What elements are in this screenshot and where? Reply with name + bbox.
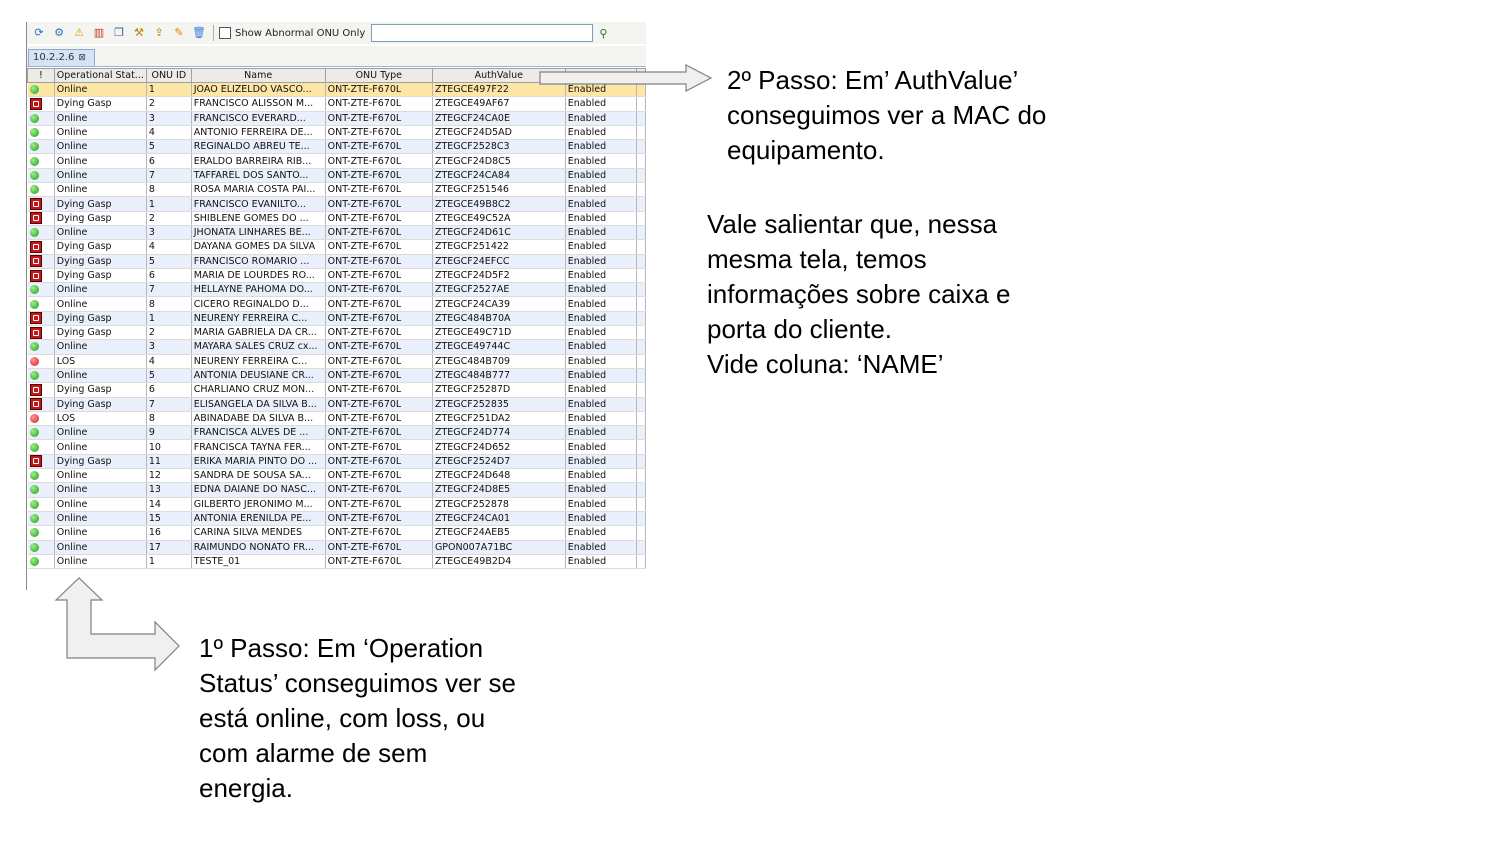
onu-id-cell: 7 bbox=[146, 283, 191, 297]
name-cell: ERALDO BARREIRA RIB... bbox=[191, 154, 325, 168]
name-cell: MARIA GABRIELA DA CR... bbox=[191, 326, 325, 340]
name-cell: JOAO ELIZELDO VASCO... bbox=[191, 83, 325, 97]
operational-status-cell: Online bbox=[54, 554, 146, 568]
operational-status-cell: LOS bbox=[54, 354, 146, 368]
authvalue-cell: ZTEGCF24D652 bbox=[432, 440, 565, 454]
annotation-line: conseguimos ver a MAC do bbox=[727, 100, 1047, 130]
state-cell: Enabled bbox=[565, 154, 636, 168]
state-cell: Enabled bbox=[565, 140, 636, 154]
state-cell: Enabled bbox=[565, 268, 636, 282]
state-cell: Enabled bbox=[565, 383, 636, 397]
onu-type-cell: ONT-ZTE-F670L bbox=[325, 254, 432, 268]
annotation-line: 1º Passo: Em ‘Operation bbox=[199, 633, 484, 663]
name-cell: MARIA DE LOURDES RO... bbox=[191, 268, 325, 282]
operational-status-cell: Online bbox=[54, 469, 146, 483]
state-cell: Enabled bbox=[565, 283, 636, 297]
authvalue-cell: ZTEGCF24D8C5 bbox=[432, 154, 565, 168]
arrow-to-authvalue bbox=[540, 65, 711, 91]
onu-type-cell: ONT-ZTE-F670L bbox=[325, 168, 432, 182]
operational-status-cell: Online bbox=[54, 297, 146, 311]
authvalue-cell: ZTEGCF24CA0E bbox=[432, 111, 565, 125]
name-cell: ABINADABE DA SILVA B... bbox=[191, 411, 325, 425]
operational-status-cell: Online bbox=[54, 497, 146, 511]
name-cell: SHIBLENE GOMES DO ... bbox=[191, 211, 325, 225]
state-cell: Enabled bbox=[565, 183, 636, 197]
authvalue-cell: ZTEGCE49744C bbox=[432, 340, 565, 354]
name-cell: EDNA DAIANE DO NASC... bbox=[191, 483, 325, 497]
name-cell: FRANCISCA TAYNA FER... bbox=[191, 440, 325, 454]
annotation-step-1 bbox=[199, 631, 579, 806]
onu-id-cell: 8 bbox=[146, 297, 191, 311]
name-cell: HELLAYNE PAHOMA DO... bbox=[191, 283, 325, 297]
state-cell: Enabled bbox=[565, 125, 636, 139]
name-cell: ERIKA MARIA PINTO DO ... bbox=[191, 454, 325, 468]
name-cell: ANTONIA DEUSIANE CR... bbox=[191, 368, 325, 382]
onu-id-cell: 1 bbox=[146, 83, 191, 97]
state-cell: Enabled bbox=[565, 168, 636, 182]
authvalue-cell: ZTEGCE49AF67 bbox=[432, 97, 565, 111]
name-cell: ANTONIA ERENILDA PE... bbox=[191, 511, 325, 525]
operational-status-cell: Online bbox=[54, 483, 146, 497]
onu-id-cell: 1 bbox=[146, 197, 191, 211]
name-cell: GILBERTO JERONIMO M... bbox=[191, 497, 325, 511]
onu-id-cell: 9 bbox=[146, 426, 191, 440]
onu-id-cell: 5 bbox=[146, 140, 191, 154]
onu-id-cell: 11 bbox=[146, 454, 191, 468]
operational-status-cell: Online bbox=[54, 168, 146, 182]
onu-type-cell: ONT-ZTE-F670L bbox=[325, 140, 432, 154]
authvalue-cell: ZTEGCE49C71D bbox=[432, 326, 565, 340]
authvalue-cell: ZTEGCF251546 bbox=[432, 183, 565, 197]
name-cell: CICERO REGINALDO D... bbox=[191, 297, 325, 311]
name-cell: ELISANGELA DA SILVA B... bbox=[191, 397, 325, 411]
abnormal-onu-label: Show Abnormal ONU Only bbox=[235, 27, 366, 39]
state-cell: Enabled bbox=[565, 340, 636, 354]
annotation-line: mesma tela, temos bbox=[707, 244, 927, 274]
onu-type-cell: ONT-ZTE-F670L bbox=[325, 440, 432, 454]
annotation-line: porta do cliente. bbox=[707, 314, 893, 344]
onu-id-cell: 4 bbox=[146, 354, 191, 368]
annotation-line: está online, com loss, ou bbox=[199, 703, 486, 733]
onu-type-cell: ONT-ZTE-F670L bbox=[325, 240, 432, 254]
authvalue-cell: ZTEGCF24AEB5 bbox=[432, 526, 565, 540]
name-cell: TESTE_01 bbox=[191, 554, 325, 568]
operational-status-cell: Online bbox=[54, 440, 146, 454]
onu-type-cell: ONT-ZTE-F670L bbox=[325, 469, 432, 483]
authvalue-cell: ZTEGCF24D5F2 bbox=[432, 268, 565, 282]
onu-id-cell: 8 bbox=[146, 411, 191, 425]
name-cell: MAYARA SALES CRUZ cx... bbox=[191, 340, 325, 354]
onu-id-cell: 10 bbox=[146, 440, 191, 454]
name-cell: RAIMUNDO NONATO FR... bbox=[191, 540, 325, 554]
onu-id-cell: 3 bbox=[146, 340, 191, 354]
state-cell: Enabled bbox=[565, 368, 636, 382]
onu-id-cell: 1 bbox=[146, 311, 191, 325]
onu-type-cell: ONT-ZTE-F670L bbox=[325, 225, 432, 239]
authvalue-cell: ZTEGCF24CA84 bbox=[432, 168, 565, 182]
authvalue-cell: ZTEGCF24D648 bbox=[432, 469, 565, 483]
authvalue-cell: ZTEGCF24D5AD bbox=[432, 125, 565, 139]
operational-status-cell: Online bbox=[54, 125, 146, 139]
wrench-icon[interactable]: ⚒ bbox=[134, 26, 144, 39]
onu-type-cell: ONT-ZTE-F670L bbox=[325, 183, 432, 197]
authvalue-cell: ZTEGC484B709 bbox=[432, 354, 565, 368]
onu-type-cell: ONT-ZTE-F670L bbox=[325, 354, 432, 368]
state-cell: Enabled bbox=[565, 83, 636, 97]
name-cell: FRANCISCO EVANILTO... bbox=[191, 197, 325, 211]
annotation-line: 2º Passo: Em’ AuthValue’ bbox=[727, 65, 1019, 95]
state-cell: Enabled bbox=[565, 297, 636, 311]
state-cell: Enabled bbox=[565, 483, 636, 497]
name-cell: CARINA SILVA MENDES bbox=[191, 526, 325, 540]
annotation-line: Status’ conseguimos ver se bbox=[199, 668, 516, 698]
column-header-onu-id[interactable]: ONU ID bbox=[146, 69, 191, 83]
operational-status-cell: Dying Gasp bbox=[54, 197, 146, 211]
arrow-to-operational-status bbox=[56, 578, 179, 670]
onu-id-cell: 1 bbox=[146, 554, 191, 568]
state-cell: Enabled bbox=[565, 426, 636, 440]
onu-id-cell: 2 bbox=[146, 326, 191, 340]
onu-id-cell: 2 bbox=[146, 211, 191, 225]
onu-type-cell: ONT-ZTE-F670L bbox=[325, 83, 432, 97]
onu-type-cell: ONT-ZTE-F670L bbox=[325, 125, 432, 139]
onu-id-cell: 8 bbox=[146, 183, 191, 197]
authvalue-cell: ZTEGCF2527AE bbox=[432, 283, 565, 297]
state-cell: Enabled bbox=[565, 211, 636, 225]
authvalue-cell: ZTEGCE49B2D4 bbox=[432, 554, 565, 568]
annotation-line: com alarme de sem bbox=[199, 738, 428, 768]
state-cell: Enabled bbox=[565, 454, 636, 468]
authvalue-cell: ZTEGCF251DA2 bbox=[432, 411, 565, 425]
operational-status-cell: Online bbox=[54, 111, 146, 125]
onu-type-cell: ONT-ZTE-F670L bbox=[325, 383, 432, 397]
state-cell: Enabled bbox=[565, 397, 636, 411]
authvalue-cell: ZTEGCF24CA01 bbox=[432, 511, 565, 525]
onu-id-cell: 14 bbox=[146, 497, 191, 511]
state-cell: Enabled bbox=[565, 440, 636, 454]
operational-status-cell: Online bbox=[54, 511, 146, 525]
operational-status-cell: Dying Gasp bbox=[54, 211, 146, 225]
onu-id-cell: 5 bbox=[146, 254, 191, 268]
authvalue-cell: ZTEGC484B777 bbox=[432, 368, 565, 382]
onu-id-cell: 3 bbox=[146, 225, 191, 239]
annotation-line: informações sobre caixa e bbox=[707, 279, 1011, 309]
warning-icon[interactable]: ⚠ bbox=[74, 26, 84, 39]
column-header-onu-type[interactable]: ONU Type bbox=[325, 69, 432, 83]
authvalue-cell: ZTEGCF2524D7 bbox=[432, 454, 565, 468]
operational-status-cell: Dying Gasp bbox=[54, 97, 146, 111]
operational-status-cell: Online bbox=[54, 154, 146, 168]
operational-status-cell: LOS bbox=[54, 411, 146, 425]
state-cell: Enabled bbox=[565, 511, 636, 525]
state-cell: Enabled bbox=[565, 326, 636, 340]
annotation-line: energia. bbox=[199, 773, 293, 803]
onu-type-cell: ONT-ZTE-F670L bbox=[325, 554, 432, 568]
authvalue-cell: ZTEGCF24EFCC bbox=[432, 254, 565, 268]
onu-type-cell: ONT-ZTE-F670L bbox=[325, 97, 432, 111]
state-cell: Enabled bbox=[565, 540, 636, 554]
operational-status-cell: Dying Gasp bbox=[54, 383, 146, 397]
operational-status-cell: Online bbox=[54, 83, 146, 97]
name-cell: FRANCISCO ROMARIO ... bbox=[191, 254, 325, 268]
onu-id-cell: 17 bbox=[146, 540, 191, 554]
column-header-alarm[interactable]: ! bbox=[28, 69, 55, 83]
annotation-name-column-note bbox=[707, 207, 1127, 382]
onu-id-cell: 4 bbox=[146, 125, 191, 139]
search-config-icon[interactable]: ⚙ bbox=[54, 26, 64, 39]
operational-status-cell: Online bbox=[54, 540, 146, 554]
operational-status-cell: Online bbox=[54, 183, 146, 197]
onu-type-cell: ONT-ZTE-F670L bbox=[325, 540, 432, 554]
operational-status-cell: Online bbox=[54, 225, 146, 239]
authvalue-cell: ZTEGCF25287D bbox=[432, 383, 565, 397]
onu-id-cell: 7 bbox=[146, 168, 191, 182]
authvalue-cell: ZTEGCF252878 bbox=[432, 497, 565, 511]
state-cell: Enabled bbox=[565, 240, 636, 254]
chart-icon[interactable]: ▥ bbox=[93, 26, 105, 39]
name-cell: ANTONIO FERREIRA DE... bbox=[191, 125, 325, 139]
authvalue-cell: ZTEGCE49B8C2 bbox=[432, 197, 565, 211]
operational-status-cell: Dying Gasp bbox=[54, 311, 146, 325]
onu-type-cell: ONT-ZTE-F670L bbox=[325, 483, 432, 497]
column-header-name[interactable]: Name bbox=[191, 69, 325, 83]
operational-status-cell: Online bbox=[54, 368, 146, 382]
onu-type-cell: ONT-ZTE-F670L bbox=[325, 497, 432, 511]
operational-status-cell: Online bbox=[54, 526, 146, 540]
upgrade-icon[interactable]: ⇪ bbox=[154, 26, 164, 39]
state-cell: Enabled bbox=[565, 354, 636, 368]
onu-type-cell: ONT-ZTE-F670L bbox=[325, 368, 432, 382]
onu-id-cell: 2 bbox=[146, 97, 191, 111]
annotation-line: Vale salientar que, nessa bbox=[707, 209, 998, 239]
authvalue-cell: ZTEGCF252835 bbox=[432, 397, 565, 411]
name-cell: FRANCISCO EVERARD... bbox=[191, 111, 325, 125]
onu-id-cell: 3 bbox=[146, 111, 191, 125]
onu-id-cell: 4 bbox=[146, 240, 191, 254]
onu-id-cell: 13 bbox=[146, 483, 191, 497]
onu-type-cell: ONT-ZTE-F670L bbox=[325, 426, 432, 440]
name-cell: FRANCISCO ALISSON M... bbox=[191, 97, 325, 111]
operational-status-cell: Online bbox=[54, 140, 146, 154]
onu-type-cell: ONT-ZTE-F670L bbox=[325, 283, 432, 297]
operational-status-cell: Dying Gasp bbox=[54, 268, 146, 282]
onu-type-cell: ONT-ZTE-F670L bbox=[325, 197, 432, 211]
onu-type-cell: ONT-ZTE-F670L bbox=[325, 326, 432, 340]
state-cell: Enabled bbox=[565, 197, 636, 211]
refresh-icon[interactable]: ⟳ bbox=[34, 26, 44, 39]
copy-icon[interactable]: ❐ bbox=[114, 26, 124, 39]
operational-status-cell: Dying Gasp bbox=[54, 326, 146, 340]
state-cell: Enabled bbox=[565, 497, 636, 511]
onu-id-cell: 6 bbox=[146, 383, 191, 397]
authvalue-cell: ZTEGCE49C52A bbox=[432, 211, 565, 225]
onu-type-cell: ONT-ZTE-F670L bbox=[325, 340, 432, 354]
name-cell: FRANCISCA ALVES DE ... bbox=[191, 426, 325, 440]
onu-type-cell: ONT-ZTE-F670L bbox=[325, 411, 432, 425]
onu-id-cell: 12 bbox=[146, 469, 191, 483]
onu-id-cell: 5 bbox=[146, 368, 191, 382]
operational-status-cell: Online bbox=[54, 283, 146, 297]
operational-status-cell: Dying Gasp bbox=[54, 454, 146, 468]
authvalue-cell: ZTEGCF2528C3 bbox=[432, 140, 565, 154]
authvalue-cell: GPON007A71BC bbox=[432, 540, 565, 554]
onu-type-cell: ONT-ZTE-F670L bbox=[325, 268, 432, 282]
state-cell: Enabled bbox=[565, 225, 636, 239]
authvalue-cell: ZTEGCF24D61C bbox=[432, 225, 565, 239]
operational-status-cell: Dying Gasp bbox=[54, 254, 146, 268]
state-cell: Enabled bbox=[565, 254, 636, 268]
onu-type-cell: ONT-ZTE-F670L bbox=[325, 111, 432, 125]
onu-type-cell: ONT-ZTE-F670L bbox=[325, 297, 432, 311]
name-cell: ROSA MARIA COSTA PAI... bbox=[191, 183, 325, 197]
operational-status-cell: Dying Gasp bbox=[54, 240, 146, 254]
onu-type-cell: ONT-ZTE-F670L bbox=[325, 511, 432, 525]
annotation-line: equipamento. bbox=[727, 135, 885, 165]
delete-icon[interactable]: 🗑 bbox=[192, 26, 206, 39]
onu-type-cell: ONT-ZTE-F670L bbox=[325, 526, 432, 540]
tab-label: 10.2.2.6 bbox=[33, 52, 75, 63]
authvalue-cell: ZTEGCF24D8E5 bbox=[432, 483, 565, 497]
annotation-step-2 bbox=[727, 63, 1147, 168]
name-cell: NEURENY FERREIRA C... bbox=[191, 311, 325, 325]
onu-id-cell: 6 bbox=[146, 268, 191, 282]
onu-type-cell: ONT-ZTE-F670L bbox=[325, 397, 432, 411]
close-icon[interactable]: ⊠ bbox=[78, 53, 86, 63]
operational-status-cell: Online bbox=[54, 340, 146, 354]
authvalue-cell: ZTEGCE497F22 bbox=[432, 83, 565, 97]
authvalue-cell: ZTEGC484B70A bbox=[432, 311, 565, 325]
operational-status-cell: Online bbox=[54, 426, 146, 440]
onu-id-cell: 16 bbox=[146, 526, 191, 540]
state-cell: Enabled bbox=[565, 526, 636, 540]
authvalue-cell: ZTEGCF24D774 bbox=[432, 426, 565, 440]
onu-type-cell: ONT-ZTE-F670L bbox=[325, 211, 432, 225]
column-header-authvalue[interactable]: AuthValue bbox=[432, 69, 565, 83]
state-cell: Enabled bbox=[565, 97, 636, 111]
name-cell: DAYANA GOMES DA SILVA bbox=[191, 240, 325, 254]
name-cell: JHONATA LINHARES BE... bbox=[191, 225, 325, 239]
column-header-operational-status[interactable]: Operational Stat... bbox=[54, 69, 146, 83]
authvalue-cell: ZTEGCF251422 bbox=[432, 240, 565, 254]
state-cell: Enabled bbox=[565, 469, 636, 483]
name-cell: REGINALDO ABREU TE... bbox=[191, 140, 325, 154]
onu-type-cell: ONT-ZTE-F670L bbox=[325, 454, 432, 468]
authvalue-cell: ZTEGCF24CA39 bbox=[432, 297, 565, 311]
state-cell: Enabled bbox=[565, 311, 636, 325]
state-cell: Enabled bbox=[565, 111, 636, 125]
onu-id-cell: 15 bbox=[146, 511, 191, 525]
name-cell: CHARLIANO CRUZ MON... bbox=[191, 383, 325, 397]
onu-id-cell: 6 bbox=[146, 154, 191, 168]
onu-type-cell: ONT-ZTE-F670L bbox=[325, 311, 432, 325]
onu-id-cell: 7 bbox=[146, 397, 191, 411]
name-cell: TAFFAREL DOS SANTO... bbox=[191, 168, 325, 182]
state-cell: Enabled bbox=[565, 554, 636, 568]
name-cell: NEURENY FERREIRA C... bbox=[191, 354, 325, 368]
operational-status-cell: Dying Gasp bbox=[54, 397, 146, 411]
annotation-line: Vide coluna: ‘NAME’ bbox=[707, 349, 944, 379]
onu-type-cell: ONT-ZTE-F670L bbox=[325, 154, 432, 168]
binoculars-icon[interactable]: ⚲ bbox=[599, 26, 608, 40]
edit-icon[interactable]: ✎ bbox=[174, 26, 184, 39]
name-cell: SANDRA DE SOUSA SA... bbox=[191, 469, 325, 483]
state-cell: Enabled bbox=[565, 411, 636, 425]
